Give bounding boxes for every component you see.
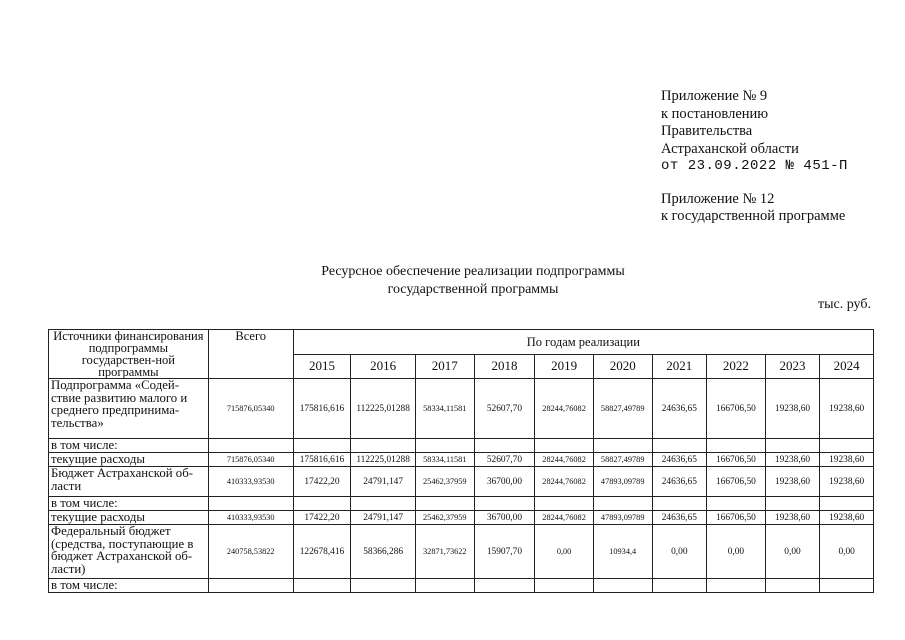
year-value: 166706,50	[707, 467, 766, 497]
year-value	[765, 439, 820, 453]
year-value: 0,00	[820, 525, 874, 579]
annex-line: Приложение № 12	[661, 190, 775, 207]
year-value	[415, 497, 474, 511]
year-value: 122678,416	[293, 525, 351, 579]
year-value: 36700,00	[474, 467, 535, 497]
annex-line: Астраханской области	[661, 140, 799, 157]
year-value: 175816,616	[293, 453, 351, 467]
year-value: 19238,60	[765, 453, 820, 467]
year-value	[652, 497, 707, 511]
year-header: 2024	[820, 354, 874, 379]
table-row	[49, 497, 874, 511]
row-label: Бюджет Астраханской об-ласти	[49, 467, 209, 497]
year-value: 47893,09789	[593, 511, 652, 525]
annex-block	[661, 88, 848, 226]
table-row	[49, 579, 874, 593]
row-label: в том числе:	[49, 439, 209, 453]
year-value	[293, 579, 351, 593]
row-total	[208, 497, 293, 511]
year-value	[474, 579, 535, 593]
row-total: 240758,53822	[208, 525, 293, 579]
year-value: 0,00	[535, 525, 594, 579]
row-total: 715876,05340	[208, 379, 293, 439]
title-line: Ресурсное обеспечение реализации подпрограммы	[321, 264, 625, 279]
year-value: 25462,37959	[415, 511, 474, 525]
row-label: Федеральный бюджет (средства, поступающие в бюджет Астраханской об-ласти)	[49, 525, 209, 579]
year-value: 19238,60	[765, 379, 820, 439]
year-value: 24636,65	[652, 453, 707, 467]
row-total	[208, 579, 293, 593]
title-line: государственной программы	[387, 281, 559, 297]
year-value: 0,00	[652, 525, 707, 579]
table-body	[49, 379, 874, 593]
spacer	[661, 176, 848, 191]
year-value: 24636,65	[652, 379, 707, 439]
year-value: 19238,60	[765, 467, 820, 497]
year-value: 24791,147	[351, 511, 416, 525]
row-label: в том числе:	[49, 497, 209, 511]
year-value	[293, 439, 351, 453]
year-value: 52607,70	[474, 453, 535, 467]
year-value	[474, 497, 535, 511]
year-value: 19238,60	[820, 467, 874, 497]
year-value	[351, 579, 416, 593]
table-row	[49, 525, 874, 579]
year-value: 112225,01288	[351, 379, 416, 439]
year-value: 24636,65	[652, 511, 707, 525]
row-total: 410333,93530	[208, 467, 293, 497]
year-value	[765, 497, 820, 511]
year-value: 17422,20	[293, 511, 351, 525]
unit-label: тыс. руб.	[818, 297, 871, 312]
resource-table	[48, 329, 874, 593]
document-title	[300, 263, 646, 298]
year-value: 58366,286	[351, 525, 416, 579]
year-value	[351, 497, 416, 511]
year-value	[415, 439, 474, 453]
row-label: в том числе:	[49, 579, 209, 593]
year-value	[707, 439, 766, 453]
year-value: 58334,11581	[415, 453, 474, 467]
year-value: 25462,37959	[415, 467, 474, 497]
year-value	[351, 439, 416, 453]
row-total: 410333,93530	[208, 511, 293, 525]
annex-date-number: от 23.09.2022 № 451-П	[661, 158, 848, 174]
annex-line: к постановлению	[661, 105, 769, 122]
year-header: 2019	[535, 354, 594, 379]
table-row	[49, 379, 874, 439]
year-value	[765, 579, 820, 593]
table-row	[49, 439, 874, 453]
year-header: 2023	[765, 354, 820, 379]
year-value: 112225,01288	[351, 453, 416, 467]
year-value: 28244,76082	[535, 453, 594, 467]
year-header: 2018	[474, 354, 535, 379]
year-header: 2021	[652, 354, 707, 379]
year-value	[820, 497, 874, 511]
year-value: 15907,70	[474, 525, 535, 579]
year-value: 0,00	[765, 525, 820, 579]
year-value: 166706,50	[707, 379, 766, 439]
year-value: 24636,65	[652, 467, 707, 497]
year-value: 24791,147	[351, 467, 416, 497]
year-value: 19238,60	[765, 511, 820, 525]
table-row	[49, 453, 874, 467]
year-value: 166706,50	[707, 453, 766, 467]
row-label: Подпрограмма «Содей-ствие развитию малого и среднего предпринима-тельства»	[49, 379, 209, 439]
year-value	[293, 497, 351, 511]
row-label: текущие расходы	[49, 511, 209, 525]
year-value	[415, 579, 474, 593]
year-value: 166706,50	[707, 511, 766, 525]
year-value	[707, 497, 766, 511]
year-header: 2022	[707, 354, 766, 379]
year-value	[707, 579, 766, 593]
annex-line: Приложение № 9	[661, 88, 768, 104]
header-by-years: По годам реализации	[293, 330, 873, 355]
year-value	[652, 579, 707, 593]
year-value	[593, 439, 652, 453]
year-value: 32871,73622	[415, 525, 474, 579]
year-value	[820, 579, 874, 593]
row-total	[208, 439, 293, 453]
year-value: 10934,4	[593, 525, 652, 579]
year-value: 58827,49789	[593, 453, 652, 467]
year-value: 19238,60	[820, 453, 874, 467]
annex-line: к государственной программе	[661, 208, 846, 224]
year-header: 2017	[415, 354, 474, 379]
annex-line: Правительства	[661, 123, 753, 139]
year-value: 58827,49789	[593, 379, 652, 439]
year-value	[820, 439, 874, 453]
year-value: 0,00	[707, 525, 766, 579]
row-label: текущие расходы	[49, 453, 209, 467]
year-value	[652, 439, 707, 453]
year-value	[593, 579, 652, 593]
year-value	[535, 497, 594, 511]
table-row	[49, 511, 874, 525]
year-value: 28244,76082	[535, 511, 594, 525]
row-total: 715876,05340	[208, 453, 293, 467]
year-value	[535, 579, 594, 593]
year-value: 28244,76082	[535, 379, 594, 439]
year-value	[593, 497, 652, 511]
year-value: 47893,09789	[593, 467, 652, 497]
year-value	[474, 439, 535, 453]
table-row	[49, 467, 874, 497]
year-value: 52607,70	[474, 379, 535, 439]
year-header: 2015	[293, 354, 351, 379]
year-value: 36700,00	[474, 511, 535, 525]
year-header: 2020	[593, 354, 652, 379]
header-total: Всего	[208, 330, 293, 379]
year-header: 2016	[351, 354, 416, 379]
year-value: 19238,60	[820, 511, 874, 525]
year-value: 28244,76082	[535, 467, 594, 497]
year-value	[535, 439, 594, 453]
year-value: 175816,616	[293, 379, 351, 439]
year-value: 19238,60	[820, 379, 874, 439]
header-source: Источники финансирования подпрограммы государствен-ной программы	[49, 330, 209, 379]
year-value: 58334,11581	[415, 379, 474, 439]
year-value: 17422,20	[293, 467, 351, 497]
